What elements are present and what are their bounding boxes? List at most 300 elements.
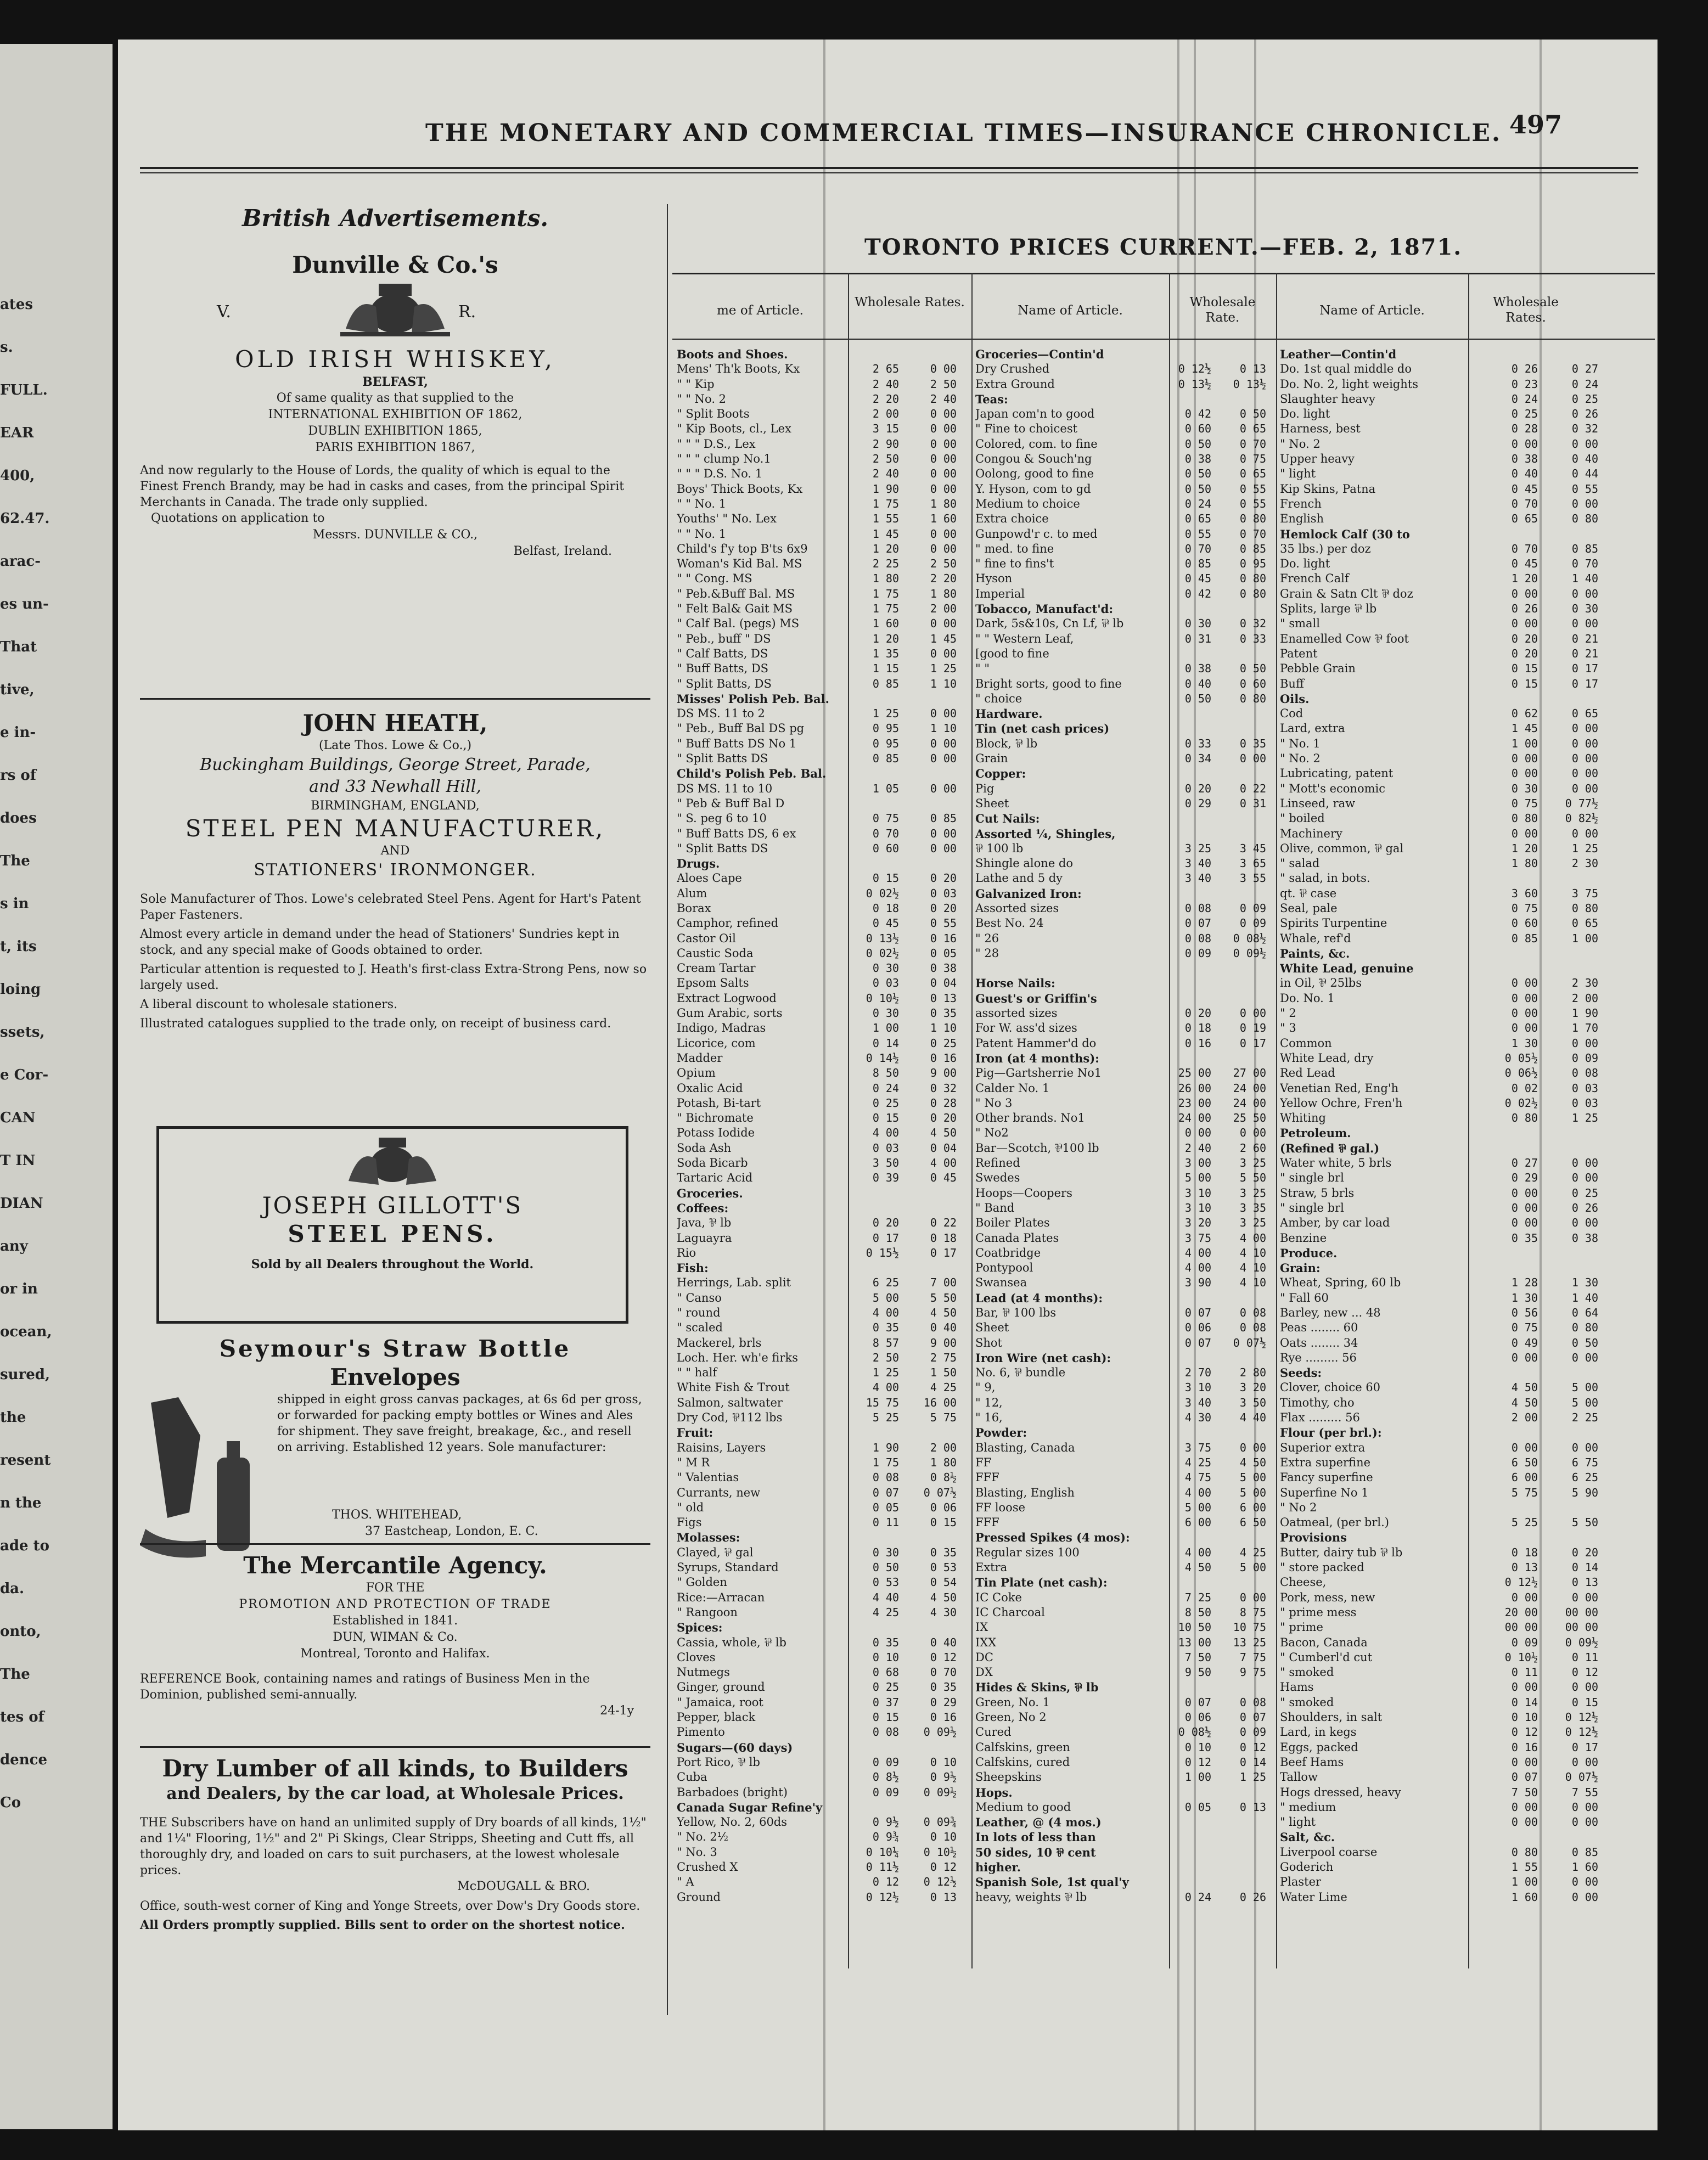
price-row: [975, 362, 1274, 376]
rate-high: [1538, 1530, 1598, 1545]
rate-high: 0 08½: [1233, 931, 1266, 945]
price-row: [677, 946, 970, 961]
article-name: Bacon, Canada: [1280, 1635, 1368, 1649]
price-row: [1280, 1740, 1609, 1755]
article-name: " M R: [677, 1455, 710, 1469]
price-row: [677, 976, 970, 991]
article-name: No. 6, ⅌ bundle: [975, 1366, 1066, 1380]
rate-high: 0 08: [1571, 1066, 1598, 1080]
rate-low: 1 55: [872, 512, 899, 526]
rate-high: 0 00: [1571, 1890, 1598, 1904]
article-name: Bar, ⅌ 100 lbs: [975, 1306, 1057, 1319]
rate-low: 0 10: [1511, 1711, 1538, 1724]
price-row: [1280, 1246, 1609, 1261]
article-name: Pig: [975, 781, 995, 795]
article-name: Red Lead: [1280, 1066, 1335, 1080]
rate-high: [1211, 1425, 1266, 1440]
ad-product: OLD IRISH WHISKEY,: [235, 346, 555, 373]
rate-high: 0 70: [1571, 557, 1598, 571]
rate-low: 0 70: [1184, 542, 1211, 555]
article-name: Bar—Scotch, ⅌100 lb: [975, 1141, 1099, 1155]
rate-low: 4 30: [1184, 1411, 1211, 1425]
price-row: [1280, 1216, 1609, 1230]
price-row: [677, 571, 970, 586]
price-row: [975, 1336, 1274, 1351]
article-name: Hardware.: [975, 707, 1043, 721]
article-name: IC Charcoal: [975, 1605, 1045, 1619]
rate-high: 1 80: [930, 1455, 957, 1469]
price-row: [975, 1246, 1274, 1261]
rate-high: 0 25: [1571, 392, 1598, 406]
article-name: Do. No. 1: [1280, 991, 1335, 1005]
article-name: " No. 2½: [677, 1830, 729, 1844]
article-name: Clayed, ⅌ gal: [677, 1545, 754, 1559]
rate-low: 3 10: [1184, 1201, 1211, 1214]
rate-low: 9 50: [1184, 1666, 1211, 1679]
rate-low: 1 28: [1511, 1276, 1538, 1290]
price-row: [1280, 1620, 1609, 1635]
rate-low: 3 10: [1184, 1186, 1211, 1200]
article-name: Leather, @ (4 mos.): [975, 1815, 1102, 1830]
rate-high: 1 80: [930, 587, 957, 600]
price-row: [1280, 347, 1609, 362]
rate-high: [1211, 1815, 1266, 1830]
rate-high: 0 17: [1571, 1740, 1598, 1754]
article-name: IX: [975, 1621, 988, 1634]
ad-brand: JOSEPH GILLOTT'S: [262, 1192, 523, 1219]
rate-low: 0 85: [872, 677, 899, 690]
rate-high: 6 50: [1239, 1516, 1266, 1529]
rate-high: 0 09½: [923, 1785, 957, 1799]
rate-high: 9 00: [930, 1336, 957, 1349]
rate-low: 0 37: [872, 1695, 899, 1709]
rate-high: 0 08: [1239, 1321, 1266, 1335]
rate-high: 0 21: [1571, 646, 1598, 660]
rate-high: 0 22: [930, 1216, 957, 1230]
rate-low: 0 10: [872, 1650, 899, 1664]
price-row: [677, 1815, 970, 1830]
rate-low: 0 53: [872, 1576, 899, 1589]
price-row: [975, 871, 1274, 886]
rate-high: 0 00: [930, 527, 957, 541]
article-name: Swedes: [975, 1171, 1020, 1185]
price-row: [677, 1770, 970, 1785]
rate-high: 1 10: [930, 722, 957, 735]
rate-low: 7 25: [1184, 1590, 1211, 1604]
rate-high: 0 00: [1571, 1441, 1598, 1454]
rate-low: [1477, 691, 1538, 706]
seymour-ad: [134, 1335, 656, 1573]
rate-low: 4 00: [872, 1126, 899, 1140]
article-name: Shingle alone do: [975, 857, 1074, 870]
price-row: [677, 497, 970, 511]
article-name: Pepper, black: [677, 1711, 756, 1724]
rate-low: 1 20: [1511, 841, 1538, 855]
rate-low: 0 20: [1511, 632, 1538, 645]
price-row: [1280, 466, 1609, 481]
prev-page-fragment: That: [0, 639, 37, 655]
rate-low: 0 15½: [866, 1246, 899, 1259]
article-name: Coffees:: [677, 1201, 729, 1215]
rate-low: [1156, 961, 1211, 976]
price-row: [1280, 482, 1609, 497]
rate-high: 3 50: [1239, 1396, 1266, 1409]
price-row: [975, 1141, 1274, 1156]
article-name: White Lead, dry: [1280, 1051, 1374, 1065]
rate-low: 0 07: [1184, 1695, 1211, 1709]
article-name: Seal, pale: [1280, 901, 1338, 915]
rate-high: 0 85: [1571, 1845, 1598, 1859]
rate-low: 0 06: [1184, 1711, 1211, 1724]
price-row: [975, 377, 1274, 392]
price-row: [975, 1021, 1274, 1036]
ad-line: Of same quality as that supplied to the: [276, 391, 514, 405]
article-name: " Canso: [677, 1291, 722, 1304]
prev-page-fragment: arac-: [0, 553, 41, 570]
rate-high: 0 53: [930, 1561, 957, 1574]
rate-high: 0 28: [930, 1096, 957, 1110]
price-row: [975, 1815, 1274, 1830]
rate-low: 0 00: [1184, 1126, 1211, 1140]
article-name: " Valentias: [677, 1471, 739, 1484]
ad-brand: Seymour's Straw Bottle: [219, 1335, 571, 1362]
article-name: FF loose: [975, 1500, 1026, 1514]
article-name: " salad, in bots.: [1280, 871, 1370, 885]
article-name: White Fish & Trout: [677, 1381, 790, 1394]
article-name: Timothy, cho: [1280, 1396, 1355, 1409]
rate-low: 10 50: [1178, 1621, 1211, 1634]
article-name: " Split Batts, DS: [677, 677, 772, 690]
article-name: Grain: [975, 752, 1008, 766]
rate-high: 0 07: [1239, 1711, 1266, 1724]
rate-low: 5 00: [1184, 1171, 1211, 1185]
price-row: [975, 1410, 1274, 1425]
rate-high: 0 00: [930, 422, 957, 436]
rate-high: 0 45: [930, 1171, 957, 1185]
rate-low: [1156, 721, 1211, 736]
article-name: Borax: [677, 901, 711, 915]
article-name: English: [1280, 512, 1324, 526]
price-row: [1280, 1201, 1609, 1216]
rate-low: 0 00: [1511, 1680, 1538, 1694]
price-row: [975, 1036, 1274, 1051]
price-row: [975, 1770, 1274, 1785]
price-row: [975, 1890, 1274, 1905]
article-name: Soda Ash: [677, 1141, 732, 1155]
rate-high: 0 09½: [923, 1725, 957, 1739]
price-row: [677, 1141, 970, 1156]
article-name: " " " D.S. No. 1: [677, 467, 763, 481]
rate-high: 0 13: [930, 991, 957, 1005]
price-row: [677, 736, 970, 751]
article-name: Wheat, Spring, 60 lb: [1280, 1276, 1401, 1290]
rate-high: 0 40: [930, 1321, 957, 1335]
rate-high: 0 27: [1571, 362, 1598, 376]
rate-high: 3 55: [1239, 871, 1266, 885]
prev-page-fragment: tes of: [0, 1709, 44, 1725]
article-name: Bright sorts, good to fine: [975, 677, 1122, 690]
rate-low: 3 60: [1511, 886, 1538, 900]
price-row: [1280, 841, 1609, 856]
article-name: Yellow, No. 2, 60ds: [677, 1815, 788, 1829]
rate-low: 1 05: [872, 781, 899, 795]
rate-high: [1211, 1830, 1266, 1844]
rate-high: 0 05: [930, 946, 957, 960]
article-name: Lubricating, patent: [1280, 767, 1394, 780]
rate-low: 0 00: [1511, 1590, 1538, 1604]
rate-low: 0 15: [872, 1711, 899, 1724]
article-name: [good to fine: [975, 646, 1049, 660]
rate-high: 0 00: [1571, 1036, 1598, 1050]
article-name: Alum: [677, 886, 707, 900]
article-name: Sugars—(60 days): [677, 1740, 793, 1754]
article-name: Yellow Ochre, Fren'h: [1280, 1096, 1403, 1110]
rate-high: 0 33: [1239, 632, 1266, 645]
rate-low: [1477, 1261, 1538, 1275]
rate-high: 0 09: [1239, 1725, 1266, 1739]
article-name: Powder:: [975, 1426, 1027, 1440]
rate-high: 0 65: [1239, 467, 1266, 481]
rate-low: [841, 347, 899, 362]
rate-high: [1538, 1261, 1598, 1275]
price-row: [1280, 721, 1609, 736]
rate-low: 0 55: [1184, 527, 1211, 541]
rate-low: 0 18: [1511, 1545, 1538, 1559]
page-number: 497: [1509, 110, 1563, 139]
rate-low: 0 15: [872, 1111, 899, 1125]
rate-low: 0 12: [1511, 1725, 1538, 1739]
rate-low: 0 00: [1511, 1815, 1538, 1829]
price-row: [1280, 1785, 1609, 1800]
rate-low: 1 20: [872, 542, 899, 555]
price-row: [677, 1246, 970, 1261]
rate-high: 0 19: [1239, 1021, 1266, 1035]
price-row: [975, 1171, 1274, 1185]
rate-low: 0 70: [1511, 542, 1538, 555]
price-row: [1280, 1665, 1609, 1680]
rate-high: 0 00: [1571, 1815, 1598, 1829]
rate-high: [1211, 1051, 1266, 1066]
rate-high: 0 00: [1239, 1590, 1266, 1604]
rate-low: 4 00: [1184, 1486, 1211, 1499]
rate-low: 0 11: [872, 1516, 899, 1529]
rate-low: 0 65: [1184, 512, 1211, 526]
article-name: Rye ......... 56: [1280, 1351, 1357, 1364]
article-name: Harness, best: [1280, 422, 1361, 436]
rate-low: 0 38: [1184, 452, 1211, 466]
rate-low: 0 60: [872, 841, 899, 855]
article-name: " choice: [975, 691, 1022, 705]
rate-high: 0 80: [1239, 572, 1266, 586]
article-name: Hops.: [975, 1785, 1013, 1799]
rate-low: 13 00: [1178, 1635, 1211, 1649]
rate-low: [1156, 1051, 1211, 1066]
rate-low: 1 30: [1511, 1036, 1538, 1050]
article-name: Canada Sugar Refine'y: [677, 1800, 823, 1814]
article-name: Grain:: [1280, 1261, 1321, 1275]
rate-high: 0 55: [1571, 482, 1598, 496]
price-row: [975, 556, 1274, 571]
rate-low: 1 25: [872, 1366, 899, 1380]
rate-low: 0 20: [1511, 646, 1538, 660]
rate-high: 0 55: [1239, 497, 1266, 510]
rate-low: 0 40: [1511, 467, 1538, 481]
rate-low: 0 15: [1511, 677, 1538, 690]
price-row: [677, 1845, 970, 1860]
rate-low: 0 03: [872, 1141, 899, 1155]
prev-page-fragment: The: [0, 1666, 30, 1683]
rate-high: 6 75: [1571, 1455, 1598, 1469]
rate-low: 0 16: [1511, 1740, 1538, 1754]
rate-high: 0 10½: [923, 1845, 957, 1859]
rate-low: [1156, 1830, 1211, 1844]
rate-low: [1156, 392, 1211, 407]
price-row: [1280, 1141, 1609, 1156]
rate-low: 2 25: [872, 557, 899, 571]
price-row: [677, 377, 970, 392]
ad-brand: The Mercantile Agency.: [243, 1552, 547, 1579]
rate-low: [841, 1261, 899, 1275]
article-name: Butter, dairy tub ⅌ lb: [1280, 1545, 1403, 1559]
price-row: [975, 736, 1274, 751]
article-name: Calfskins, cured: [975, 1755, 1070, 1769]
rate-high: 1 40: [1571, 1291, 1598, 1304]
rate-low: 0 03: [872, 976, 899, 990]
price-row: [1280, 1351, 1609, 1365]
rate-high: [1211, 706, 1266, 721]
rate-low: [841, 691, 899, 706]
british-ads-heading: [134, 204, 656, 233]
article-name: Machinery: [1280, 826, 1342, 840]
price-row: [677, 1890, 970, 1905]
rate-high: 5 75: [930, 1411, 957, 1425]
rate-low: 0 25: [872, 1680, 899, 1694]
price-row: [1280, 362, 1609, 376]
article-name: Barbadoes (bright): [677, 1785, 788, 1799]
rate-high: [1211, 991, 1266, 1006]
rate-low: 3 20: [1184, 1216, 1211, 1230]
rate-high: 2 20: [930, 572, 957, 586]
rate-low: 3 40: [1184, 857, 1211, 870]
ad-address: Belfast, Ireland.: [513, 544, 612, 558]
price-row: [1280, 1066, 1609, 1081]
price-row: [975, 1291, 1274, 1306]
mercantile-agency-ad: [134, 1551, 656, 1719]
article-name: " 28: [975, 946, 999, 960]
article-name: Crushed X: [677, 1860, 738, 1874]
price-row: [1280, 991, 1609, 1006]
rate-high: 0 29: [930, 1695, 957, 1709]
article-name: Misses' Polish Peb. Bal.: [677, 691, 829, 706]
rate-high: [1211, 392, 1266, 407]
article-name: Oatmeal, (per brl.): [1280, 1516, 1389, 1529]
price-row: [677, 811, 970, 826]
ad-body: Sole Manufacturer of Thos. Lowe's celebrated Steel Pens. Agent for Hart's Patent Paper Fasteners.: [140, 892, 641, 922]
price-row: [677, 1785, 970, 1800]
price-row: [975, 1800, 1274, 1815]
price-row: [975, 527, 1274, 542]
rate-low: 6 25: [872, 1276, 899, 1290]
price-row: [975, 347, 1274, 362]
article-name: IXX: [975, 1635, 997, 1649]
article-name: Groceries—Contin'd: [975, 347, 1104, 361]
article-name: Sheet: [975, 1321, 1009, 1335]
rate-low: 1 00: [1511, 1875, 1538, 1889]
rate-low: 0 60: [1184, 422, 1211, 436]
rate-low: 0 05: [1184, 1800, 1211, 1814]
rate-low: 0 05½: [1504, 1051, 1538, 1065]
rate-low: 0 33: [1184, 736, 1211, 750]
price-row: [677, 1441, 970, 1455]
rate-high: 5 50: [930, 1291, 957, 1304]
rate-high: 0 03: [1571, 1081, 1598, 1095]
rate-low: 0 12½: [866, 1890, 899, 1904]
article-name: Pebble Grain: [1280, 662, 1356, 676]
article-name: Teas:: [975, 392, 1008, 406]
article-name: Eggs, packed: [1280, 1740, 1358, 1754]
prev-page-fragment: ade to: [0, 1538, 49, 1554]
price-row: [1280, 1396, 1609, 1410]
rate-low: 0 08: [872, 1725, 899, 1739]
rate-high: 0 12: [930, 1650, 957, 1664]
rate-low: [841, 1740, 899, 1755]
rate-high: 0 65: [1239, 422, 1266, 436]
price-row: [975, 1530, 1274, 1545]
price-row: [1280, 1695, 1609, 1710]
price-row: [677, 1860, 970, 1875]
rate-high: 0 00: [1239, 1441, 1266, 1454]
rate-high: 0 00: [1571, 752, 1598, 766]
article-name: Produce.: [1280, 1246, 1338, 1260]
price-row: [677, 601, 970, 616]
ad-line: and 33 Newhall Hill,: [309, 777, 481, 796]
article-name: Oxalic Acid: [677, 1081, 743, 1095]
price-row: [1280, 1096, 1609, 1111]
article-name: Pig—Gartsherrie No1: [975, 1066, 1102, 1080]
rate-low: [1156, 976, 1211, 991]
article-name: assorted sizes: [975, 1006, 1058, 1020]
article-name: Imperial: [975, 587, 1025, 600]
rate-high: 0 32: [1571, 422, 1598, 436]
rate-low: 5 25: [872, 1411, 899, 1425]
rate-high: 0 00: [1239, 1006, 1266, 1020]
article-name: " ": [975, 662, 990, 676]
rate-low: 0 13½: [866, 931, 899, 945]
rate-high: [1538, 1830, 1598, 1844]
header-rule: [140, 167, 1638, 169]
rate-high: [1211, 1785, 1266, 1800]
rate-low: 0 09: [1511, 1635, 1538, 1649]
price-row: [975, 1051, 1274, 1066]
price-row: [677, 1171, 970, 1185]
price-row: [975, 1680, 1274, 1695]
rate-low: [1156, 991, 1211, 1006]
rate-low: 0 09: [872, 1785, 899, 1799]
rate-low: 0 16: [1184, 1036, 1211, 1050]
rate-low: 1 20: [1511, 572, 1538, 586]
price-row: [1280, 976, 1609, 991]
price-row: [975, 1156, 1274, 1171]
rate-high: [899, 1261, 957, 1275]
rate-high: 0 17: [1571, 677, 1598, 690]
price-row: [677, 1186, 970, 1201]
rate-high: 4 30: [930, 1605, 957, 1619]
rate-low: [1156, 1875, 1211, 1889]
price-row: [975, 1365, 1274, 1380]
ad-line: THOS. WHITEHEAD,: [332, 1508, 462, 1522]
rate-low: 0 14½: [866, 1051, 899, 1065]
rate-low: 0 60: [1511, 916, 1538, 930]
